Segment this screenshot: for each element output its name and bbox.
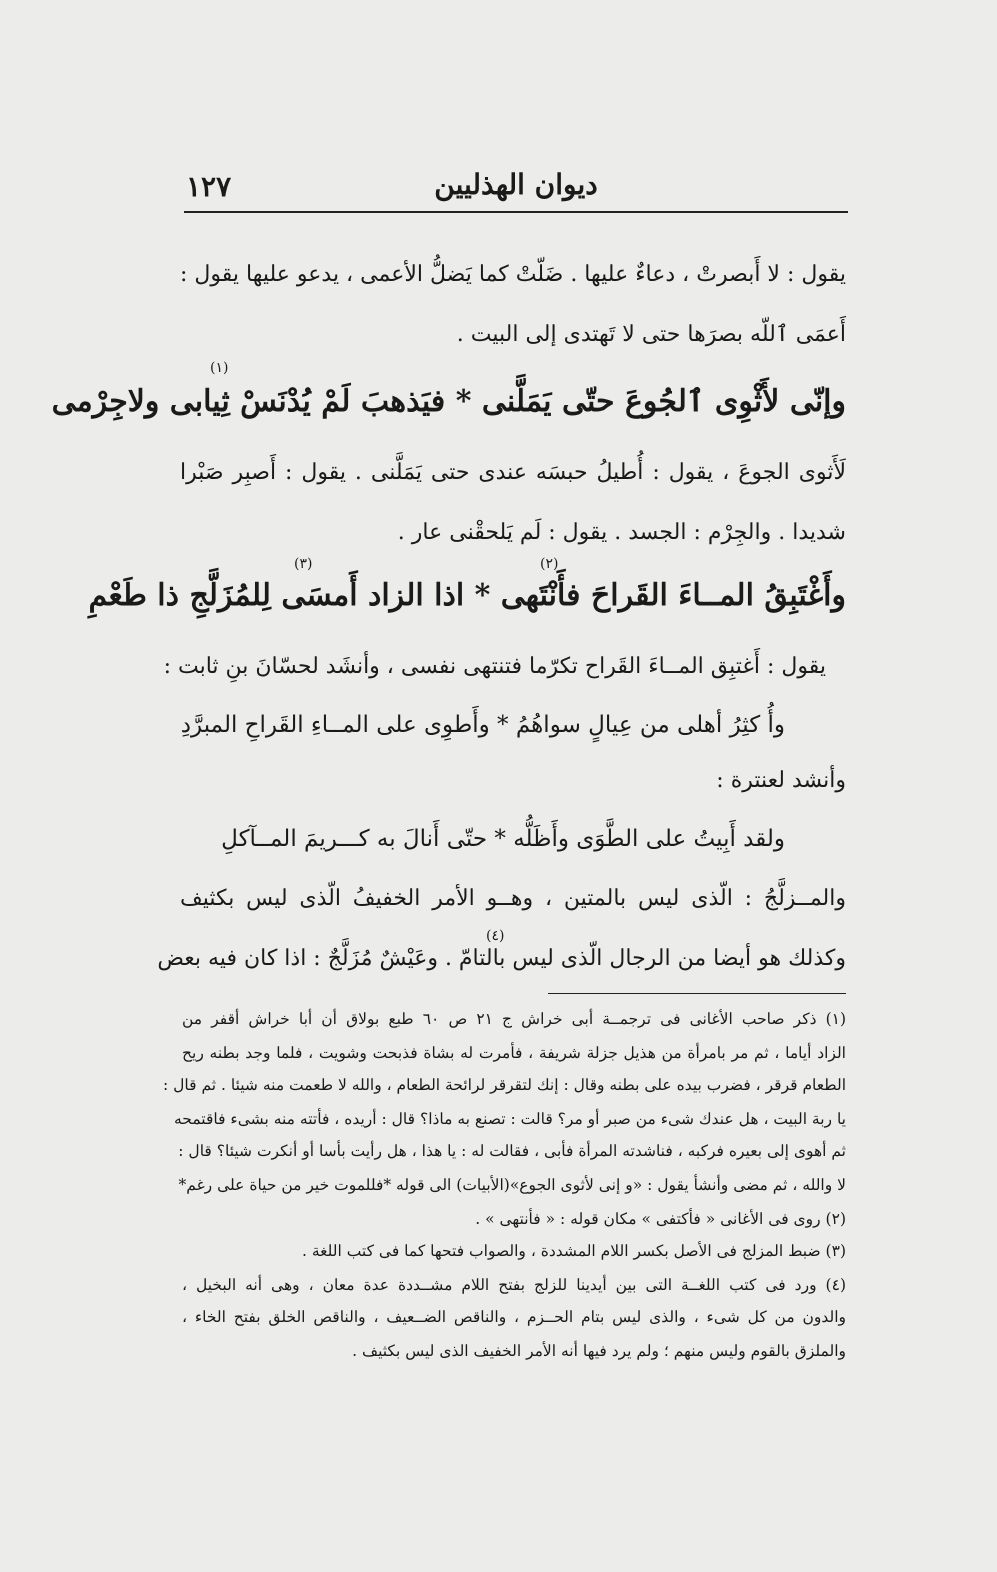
body-line: وكذلك هو أيضا من الرجال الّذى ليس بالتامّ . وعَيْشٌ مُزَلَّجٌ : اذا كان فيه بعض (157, 946, 846, 971)
footnote-line: والدون من كل شىء ، والذى ليس بتام الحــزم ، والناقص الضــعيف ، والناقص الخلق بفتح الخاء ، (182, 1308, 846, 1326)
footnote-line: (١) ذكر صاحب الأغانى فى ترجمــة أبى خراش ج ٢١ ص ٦٠ طبع بولاق أن أبا خراش أقفر من (182, 1010, 847, 1028)
body-line: لَأَثوى الجوعَ ، يقول : أُطيلُ حبسَه عندى حتى يَمَلَّنى . يقول : أَصبِر صَبْرا (180, 460, 846, 485)
verse-line: وإنّى لأَثْوِى ٱلجُوعَ حتّى يَمَلَّنى * فيَذهبَ لَمْ يُدْنَسْ ثِيابى ولاجِرْمى (51, 384, 846, 419)
body-line: أَعمَى ٱللّه بصرَها حتى لا تَهتدى إلى البيت . (456, 322, 846, 347)
body-line: والمــزلَّجُ : الّذى ليس بالمتين ، وهــو الأمر الخفيفُ الّذى ليس بكثيف (180, 886, 846, 911)
footnote-line: والملزق بالقوم وليس منهم ؛ ولم يرد فيها أنه الأمر الخفيف الذى ليس بكثيف . (352, 1342, 846, 1360)
cited-verse: ولقد أَبِيتُ على الطَّوَى وأَظَلُّه * حتّى أَنالَ به كـــريمَ المــآكلِ (221, 826, 785, 852)
footnote-line: الطعام قرقر ، فضرب بيده على بطنه وقال : إنك لتقرقر لرائحة الطعام ، والله لا طعمت منه شيئا . ثم قال : (162, 1076, 846, 1094)
header-rule (184, 211, 848, 213)
body-line: شديدا . والجِرْم : الجسد . يقول : لَم يَلحقْنى عار . (397, 520, 846, 545)
footnote-marker: (٣) (294, 556, 313, 572)
footnote-marker: (٢) (540, 556, 559, 572)
running-head (184, 160, 848, 210)
footnote-line: (٣) ضبط المزلج فى الأصل بكسر اللام المشددة ، والصواب فتحها كما فى كتب اللغة . (301, 1242, 846, 1260)
footnote-marker: (٤) (486, 928, 505, 944)
footnote-line: (٢) روى فى الأغانى « فأكتفى » مكان قوله : « فأنتهى » . (475, 1210, 846, 1228)
body-line: يقول : أَغتبِق المــاءَ القَراح تكرّما فتنتهى نفسى ، وأنشَد لحسّانَ بنِ ثابت : (163, 654, 826, 679)
footnote-line: الزاد أياما ، ثم مر بامرأة من هذيل جزلة شريفة ، فأمرت له بشاة فذبحت وشويت ، فلما وجد بطنه ريح (182, 1044, 846, 1062)
footnote-line: (٤) ورد فى كتب اللغــة التى بين أيدينا للزلج بفتح اللام مشــددة عدة معان ، وهى أنه البخيل ، (182, 1276, 846, 1294)
verse-line: وأَغْتَبِقُ المــاءَ القَراحَ فأَنْتَهى * اذا الزاد أَمسَى لِلمُزَلَّجِ ذا طَعْمِ (88, 578, 846, 613)
page-number: ١٢٧ (186, 170, 232, 203)
body-line: يقول : لا أَبصرتْ ، دعاءٌ عليها . ضَلّتْ كما يَضلُّ الأعمى ، يدعو عليها يقول : (180, 262, 846, 287)
body-line: وأنشد لعنترة : (716, 768, 846, 793)
footnote-line: يا ربة البيت ، هل عندك شىء من صبر أو مر؟ قالت : تصنع به ماذا؟ قال : أريده ، فأتته منه بشىء فاقتمحه (174, 1110, 846, 1128)
cited-verse: وأُ كثِرُ أهلى من عِيالٍ سواهُمُ * وأَطوِى على المــاءِ القَراحِ المبرَّدِ (180, 712, 785, 738)
footnote-line: ثم أهوى إلى بعيره فركبه ، فناشدته المرأة فأبى ، فقالت له : يا هذا ، هل رأيت بأسا أو أنكرت شيئا؟ قال : (178, 1142, 846, 1160)
footnote-marker: (١) (210, 360, 229, 376)
footnote-line: لا والله ، ثم مضى وأنشأ يقول : «و إنى لأثوى الجوع»(الأبيات) الى قوله *فللموت خير من حياة على رغم* (178, 1176, 846, 1194)
running-title: ديوان الهذليين (434, 168, 598, 201)
footnote-rule (548, 993, 846, 994)
